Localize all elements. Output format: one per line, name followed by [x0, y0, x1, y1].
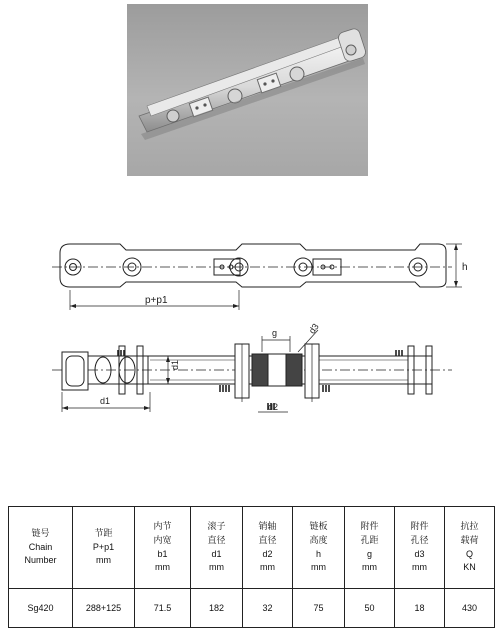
header-roller-diameter: 滚子 直径 d1 mm — [191, 507, 243, 589]
cell-attachment-hole-diameter: 18 — [395, 589, 445, 628]
cell-pin-diameter: 32 — [243, 589, 293, 628]
side-view — [52, 330, 452, 412]
d1-side-label: d1 — [170, 359, 180, 370]
height-label: h — [462, 262, 468, 273]
b1-label: d1 — [100, 396, 111, 406]
header-tensile-load: 抗拉 载荷 Q KN — [445, 507, 495, 589]
cell-inner-width: 71.5 — [135, 589, 191, 628]
cell-attachment-hole-distance: 50 — [345, 589, 395, 628]
d3-label: d3 — [306, 321, 321, 336]
header-inner-width: 内节 内宽 b1 mm — [135, 507, 191, 589]
table-row — [9, 589, 495, 628]
cell-tensile-load: 430 — [445, 589, 495, 628]
cell-roller-diameter: 182 — [191, 589, 243, 628]
header-pitch: 节距 P+p1 mm — [73, 507, 135, 589]
d2-label: d2 — [268, 402, 279, 412]
header-chain-number: 链号 Chain Number — [9, 507, 73, 589]
header-attachment-hole-distance: 附件 孔距 g mm — [345, 507, 395, 589]
header-pin-diameter: 销轴 直径 d2 mm — [243, 507, 293, 589]
cell-pitch: 288+125 — [73, 589, 135, 628]
g-label: g — [272, 328, 278, 338]
header-attachment-hole-diameter: 附件 孔径 d3 mm — [395, 507, 445, 589]
cell-plate-height: 75 — [293, 589, 345, 628]
table-header-row — [9, 507, 495, 589]
header-plate-height: 链板 高度 h mm — [293, 507, 345, 589]
spec-table — [8, 506, 495, 628]
pitch-label: p+p1 — [145, 295, 168, 306]
cell-chain-number: Sg420 — [9, 589, 73, 628]
top-view — [52, 244, 462, 310]
